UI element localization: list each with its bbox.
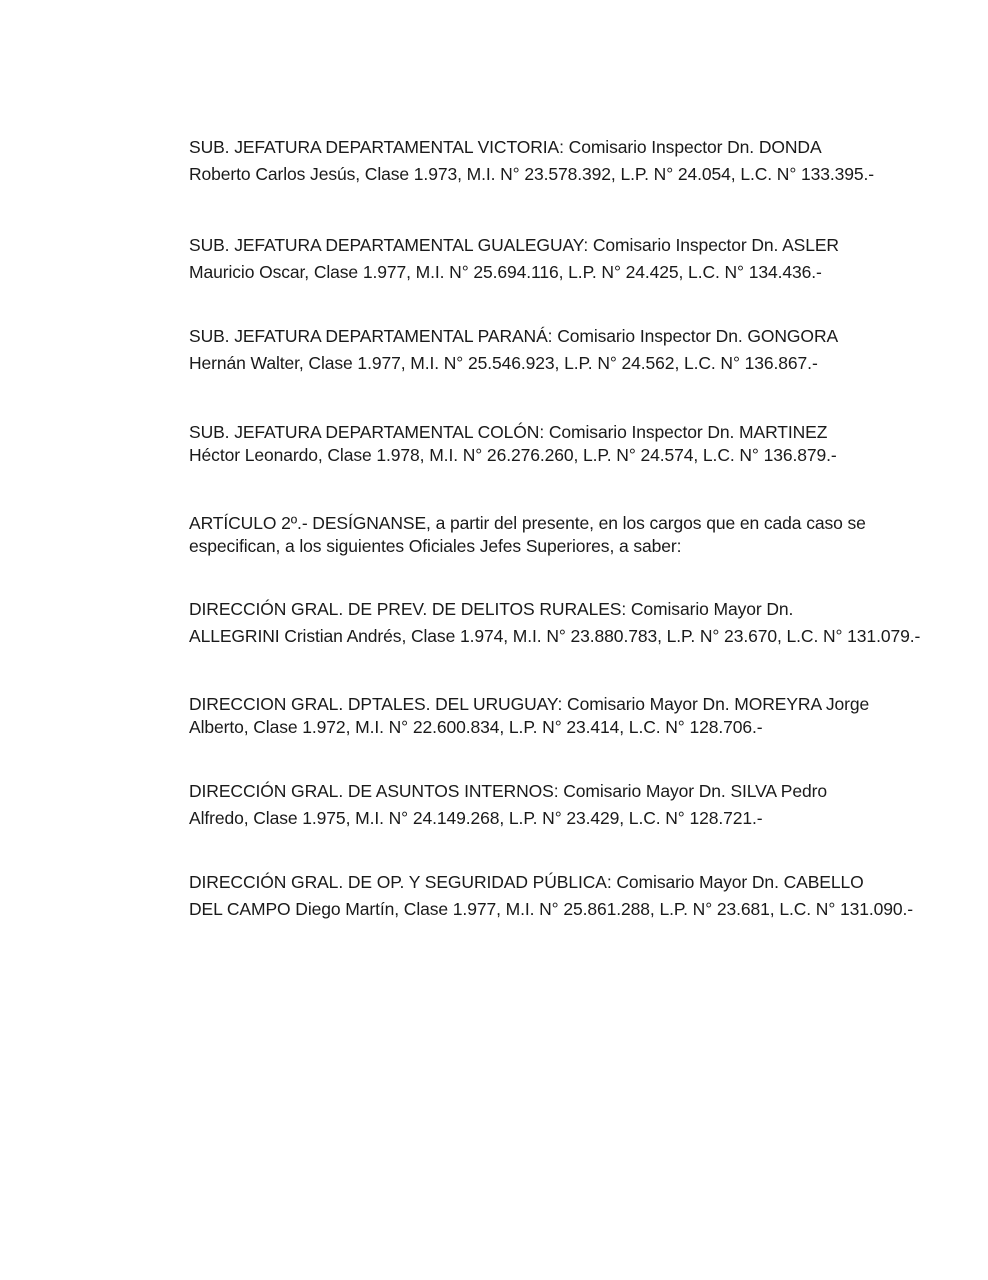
paragraph-subjefatura-victoria <box>189 134 979 188</box>
paragraph-line: DIRECCION GRAL. DPTALES. DEL URUGUAY: Comisario Mayor Dn. MOREYRA Jorge <box>189 694 870 714</box>
paragraph-articulo-2 <box>189 512 979 558</box>
paragraph-direccion-uruguay <box>189 693 979 739</box>
paragraph-subjefatura-gualeguay <box>189 232 979 286</box>
paragraph-direccion-seguridad-publica <box>189 869 979 923</box>
paragraph-line: Roberto Carlos Jesús, Clase 1.973, M.I. N° 23.578.392, L.P. N° 24.054, L.C. N° 133.395.- <box>189 164 875 184</box>
paragraph-line: DIRECCIÓN GRAL. DE OP. Y SEGURIDAD PÚBLICA: Comisario Mayor Dn. CABELLO <box>189 872 864 892</box>
paragraph-subjefatura-colon <box>189 421 979 467</box>
paragraph-line: Hernán Walter, Clase 1.977, M.I. N° 25.546.923, L.P. N° 24.562, L.C. N° 136.867.- <box>189 353 818 373</box>
paragraph-line: especifican, a los siguientes Oficiales Jefes Superiores, a saber: <box>189 536 682 556</box>
paragraph-line: Mauricio Oscar, Clase 1.977, M.I. N° 25.694.116, L.P. N° 24.425, L.C. N° 134.436.- <box>189 262 822 282</box>
paragraph-line: SUB. JEFATURA DEPARTAMENTAL VICTORIA: Comisario Inspector Dn. DONDA <box>189 137 822 157</box>
paragraph-line: ALLEGRINI Cristian Andrés, Clase 1.974, M.I. N° 23.880.783, L.P. N° 23.670, L.C. N° 131.079.- <box>189 626 921 646</box>
paragraph-line: Héctor Leonardo, Clase 1.978, M.I. N° 26.276.260, L.P. N° 24.574, L.C. N° 136.879.- <box>189 445 837 465</box>
paragraph-line: DEL CAMPO Diego Martín, Clase 1.977, M.I. N° 25.861.288, L.P. N° 23.681, L.C. N° 131.090.- <box>189 899 914 919</box>
paragraph-line: DIRECCIÓN GRAL. DE ASUNTOS INTERNOS: Comisario Mayor Dn. SILVA Pedro <box>189 781 827 801</box>
paragraph-line: Alfredo, Clase 1.975, M.I. N° 24.149.268, L.P. N° 23.429, L.C. N° 128.721.- <box>189 808 763 828</box>
paragraph-line: Alberto, Clase 1.972, M.I. N° 22.600.834, L.P. N° 23.414, L.C. N° 128.706.- <box>189 717 763 737</box>
paragraph-line: DIRECCIÓN GRAL. DE PREV. DE DELITOS RURALES: Comisario Mayor Dn. <box>189 599 794 619</box>
paragraph-direccion-delitos-rurales <box>189 596 979 650</box>
paragraph-line: SUB. JEFATURA DEPARTAMENTAL PARANÁ: Comisario Inspector Dn. GONGORA <box>189 326 839 346</box>
paragraph-line: ARTÍCULO 2º.- DESÍGNANSE, a partir del presente, en los cargos que en cada caso se <box>189 513 866 533</box>
paragraph-subjefatura-parana <box>189 323 979 377</box>
paragraph-direccion-asuntos-internos <box>189 778 979 832</box>
paragraph-line: SUB. JEFATURA DEPARTAMENTAL COLÓN: Comisario Inspector Dn. MARTINEZ <box>189 422 828 442</box>
paragraph-line: SUB. JEFATURA DEPARTAMENTAL GUALEGUAY: Comisario Inspector Dn. ASLER <box>189 235 839 255</box>
